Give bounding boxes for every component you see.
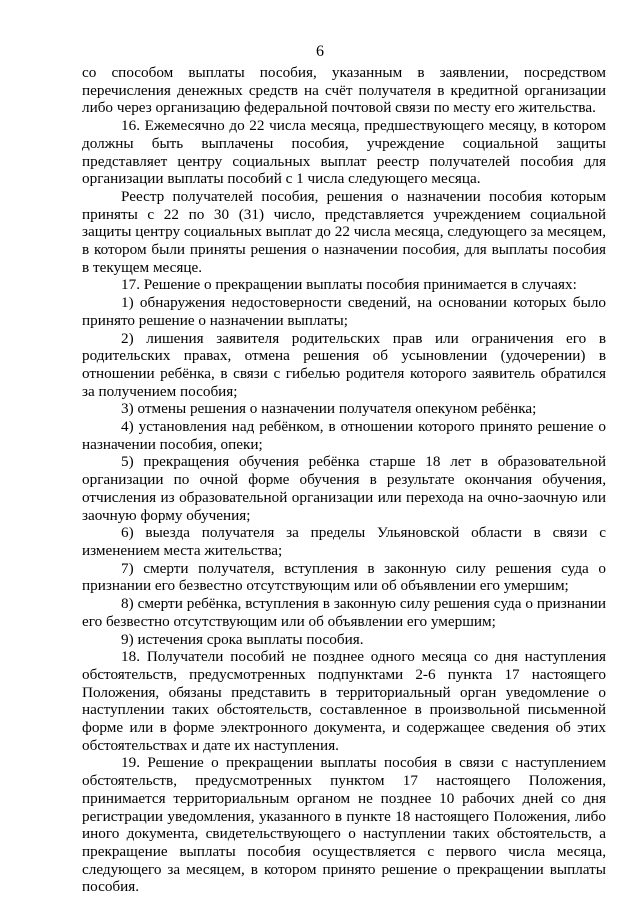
page-number: 6: [316, 43, 324, 60]
paragraph: 5) прекращения обучения ребёнка старше 18 лет в образовательной организации по очной форме обучения в результате окончания обучения, отчисления из образовательной организации или перехода на очно-заочную или заочную форму обучения;: [82, 453, 606, 524]
paragraph: 7) смерти получателя, вступления в законную силу решения суда о признании его безвестно отсутствующим или об объявлении его умершим;: [82, 559, 606, 595]
paragraph: 1) обнаружения недостоверности сведений, на основании которых было принято решение о назначении выплаты;: [82, 294, 606, 329]
paragraph: Реестр получателей пособия, решения о назначении пособия которым приняты с 22 по 30 (31) число, представляется учреждением социальной защиты центру социальных выплат до 22 числа месяца, следующего за месяцем, в котором были приняты решения о назначении пособия, для выплаты пособия в текущем месяце.: [82, 187, 606, 276]
paragraph: 3) отмены решения о назначении получателя опекуном ребёнка;: [121, 400, 537, 418]
paragraph: 8) смерти ребёнка, вступления в законную силу решения суда о признании его безвестно отсутствующим или об объявлении его умершим;: [82, 595, 606, 630]
paragraph: 18. Получатели пособий не позднее одного месяца со дня наступления обстоятельств, предусмотренных подпунктами 2-6 пункта 17 настоящего Положения, обязаны представить в территориальный орган уведомление о наступлении таких обстоятельств, составленное в произвольной письменной форме или в форме электронного документа, и содержащее сведения об этих обстоятельствах и дате их наступления.: [82, 648, 606, 754]
paragraph: 16. Ежемесячно до 22 числа месяца, предшествующего месяцу, в котором должны быть выплачены пособия, учреждение социальной защиты представляет центру социальных выплат реестр получателей пособия для организации выплаты пособий с 1 числа следующего месяца.: [82, 117, 606, 188]
document-body: [82, 64, 606, 896]
paragraph: 9) истечения срока выплаты пособия.: [121, 630, 364, 648]
paragraph: 17. Решение о прекращении выплаты пособия принимается в случаях:: [121, 276, 577, 294]
paragraph: со способом выплаты пособия, указанным в заявлении, посредством перечисления денежных средств на счёт получателя в кредитной организации либо через организацию федеральной почтовой связи по месту его жительства.: [82, 64, 606, 117]
paragraph: 2) лишения заявителя родительских прав или ограничения его в родительских правах, отмена решения об усыновлении (удочерении) в отношении ребёнка, в связи с гибелью родителя которого заявитель обратился за получением пособия;: [82, 329, 606, 400]
paragraph: 4) установления над ребёнком, в отношении которого принято решение о назначении пособия, опеки;: [82, 418, 606, 453]
paragraph: 19. Решение о прекращении выплаты пособия в связи с наступлением обстоятельств, предусмотренных пунктом 17 настоящего Положения, принимается территориальным органом не позднее 10 рабочих дней со дня регистрации уведомления, указанного в пункте 18 настоящего Положения, либо иного документа, свидетельствующего о наступлении таких обстоятельств, а прекращение выплаты пособия осуществляется с первого числа месяца, следующего за месяцем, в котором принято решение о прекращении выплаты пособия.: [82, 754, 606, 896]
paragraph: 6) выезда получателя за пределы Ульяновской области в связи с изменением места жительства;: [82, 524, 606, 559]
